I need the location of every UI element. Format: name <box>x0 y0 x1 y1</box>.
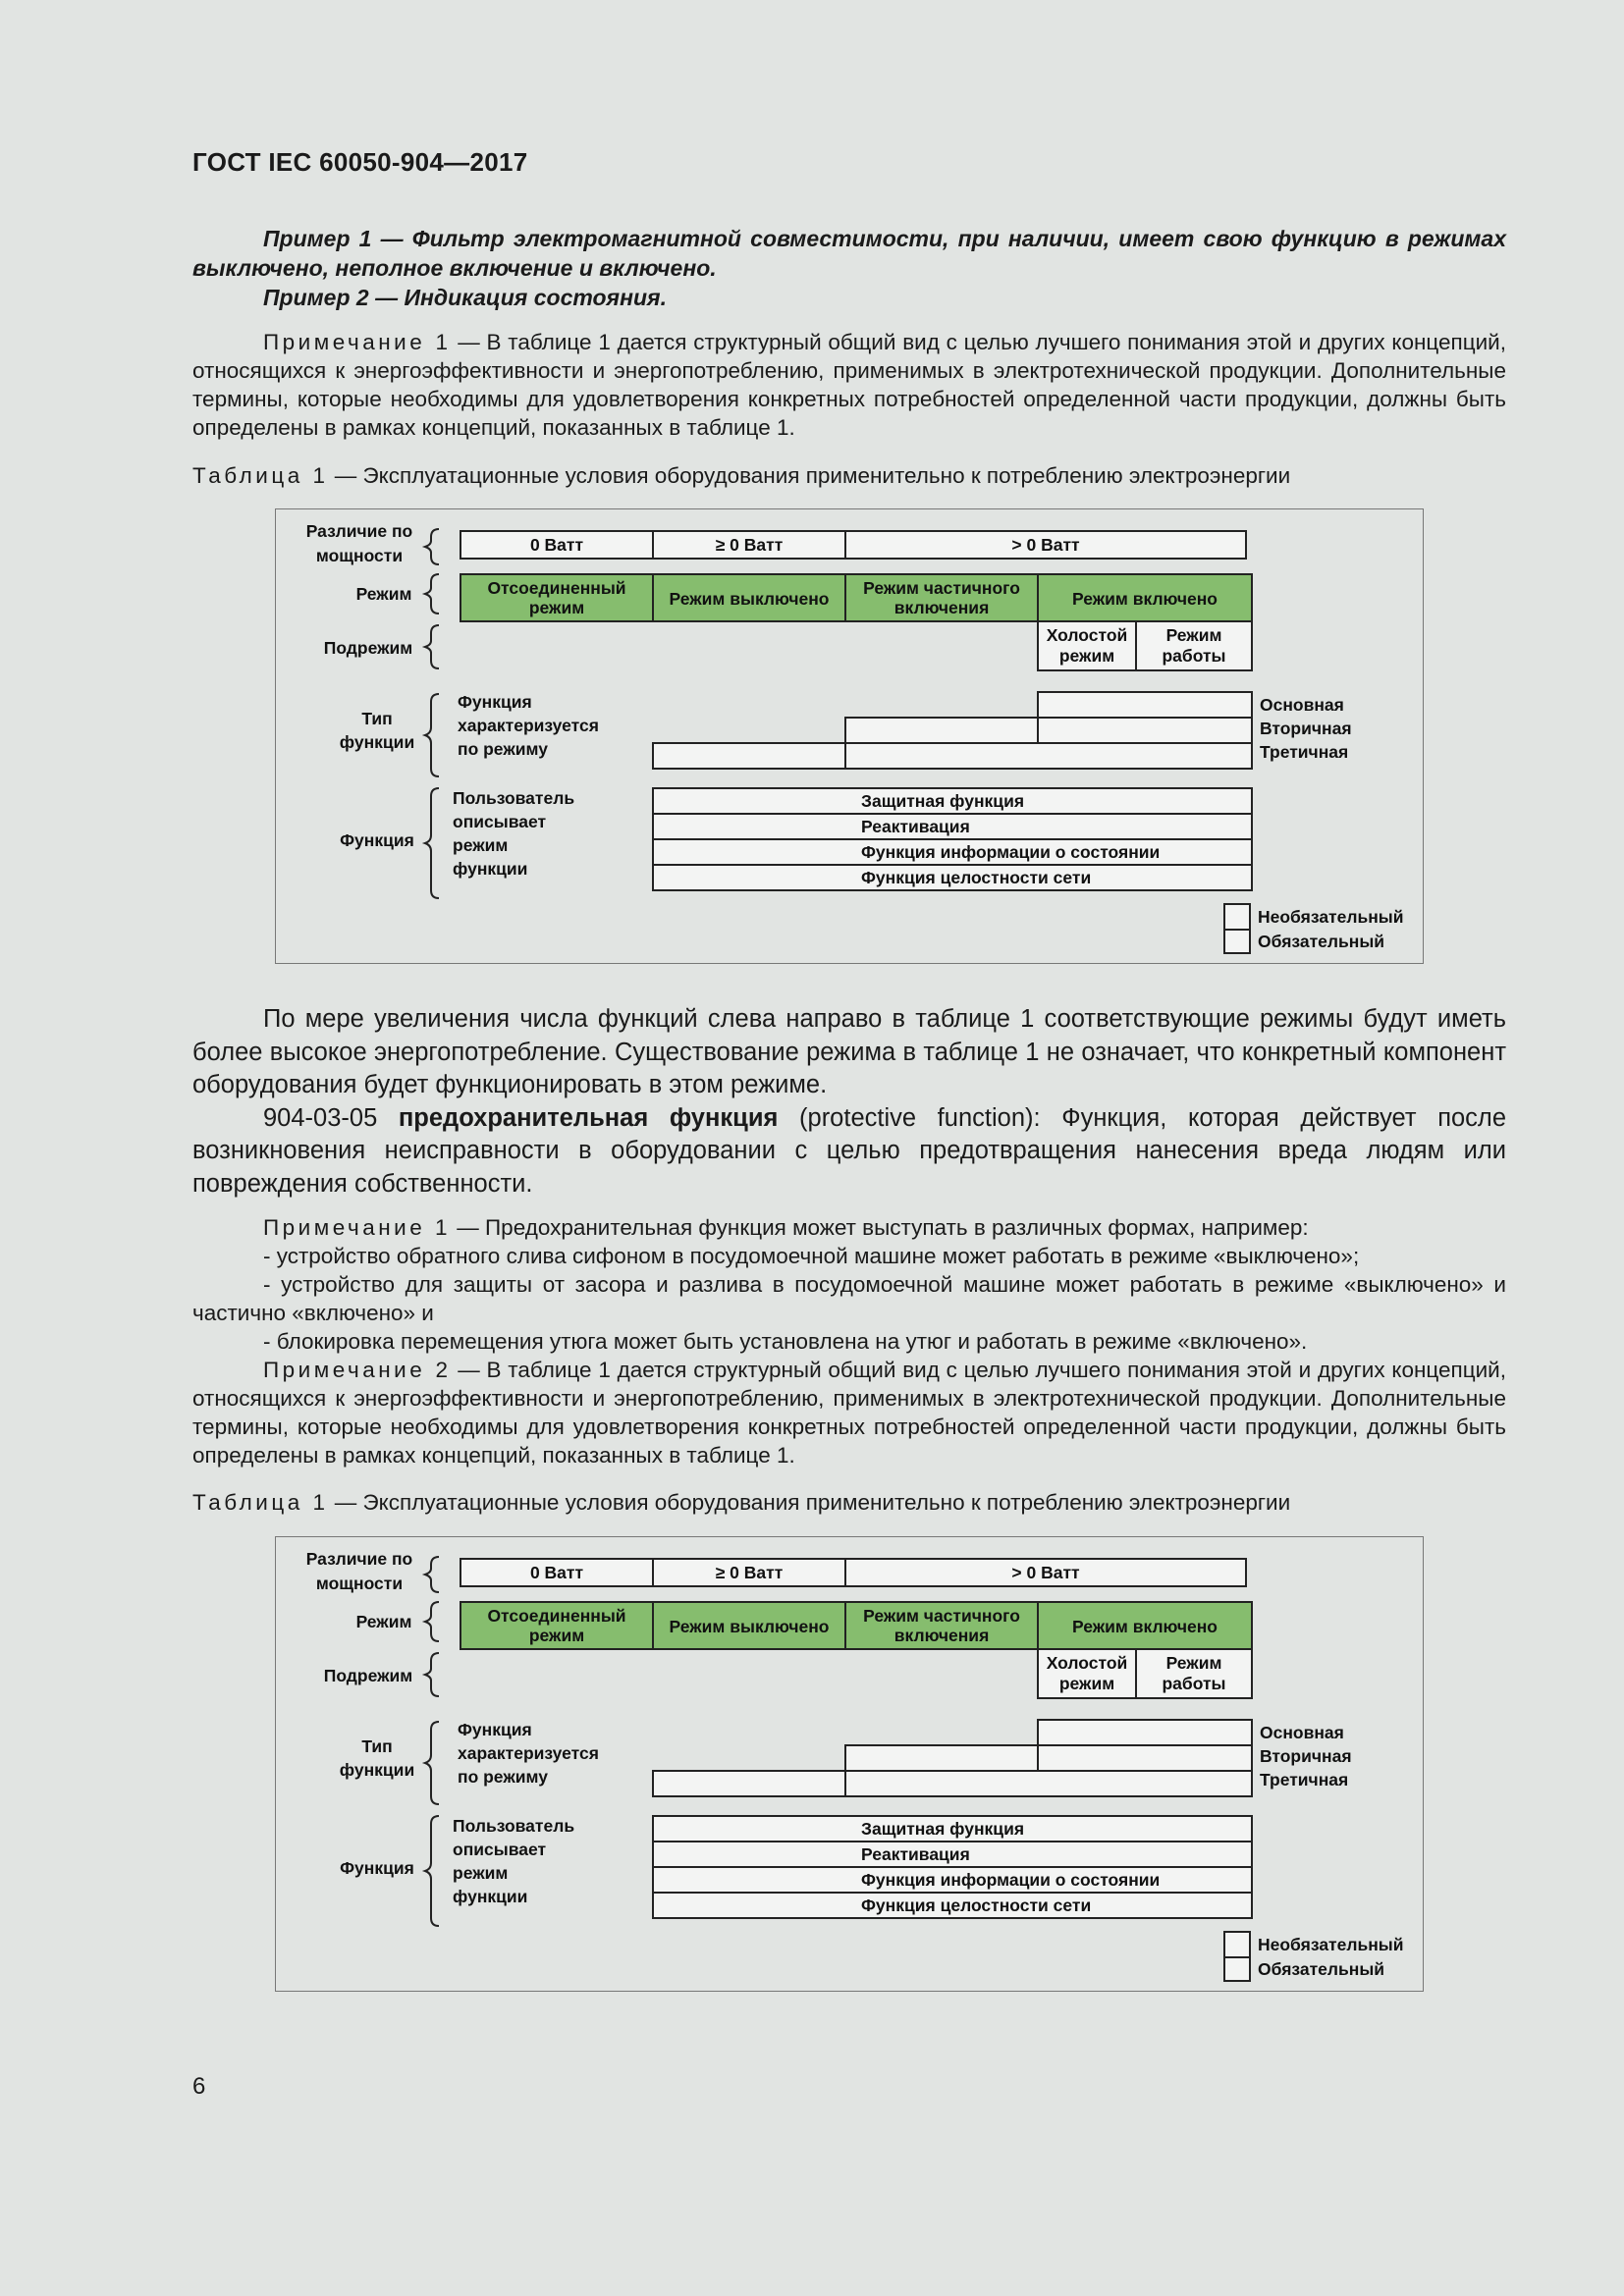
term-definition <box>192 1102 1506 1201</box>
legend-mandatory-box <box>1224 1957 1250 1981</box>
brace-icon <box>425 625 439 668</box>
brace-icon <box>425 529 439 564</box>
type-primary-label: Основная <box>1260 695 1344 715</box>
type-secondary-label: Вторичная <box>1260 719 1352 738</box>
mode-disc-l1: Отсоединенный <box>487 1606 626 1626</box>
func-desc-l1: Пользователь <box>453 1816 575 1836</box>
type-tertiary-label: Третичная <box>1260 742 1349 762</box>
func-desc-l3: режим <box>453 835 509 855</box>
note-3-text: — В таблице 1 дается структурный общий вид с целью лучшего понимания этой и других концепций, относящихся к энергоэффективности и энергопотреблению, применимых в электротехнической продукции. Дополнительные термины, которые необходимы для удовлетворения конкретных потребностей определенной части продукции, должны быть определены в рамках концепций, показанных в таблице 1. <box>192 1358 1507 1468</box>
type-tertiary-label: Третичная <box>1260 1770 1349 1789</box>
func-desc-l3: режим <box>453 1863 509 1883</box>
examples-block <box>192 224 1506 312</box>
label-power-1: Различие по <box>305 1549 413 1569</box>
function-reactivation: Реактивация <box>861 1844 970 1864</box>
brace-icon <box>425 788 439 898</box>
mode-partial-l1: Режим частичного <box>863 578 1020 598</box>
label-power-2: мощности <box>315 546 404 565</box>
brace-icon <box>425 694 439 776</box>
label-type-2: функции <box>339 1760 415 1780</box>
submode-idle-l2: режим <box>1058 1674 1115 1693</box>
example-2: Пример 2 — Индикация состояния. <box>263 285 667 310</box>
type-secondary-bar <box>845 718 1038 743</box>
mode-disc-l2: режим <box>528 1626 585 1645</box>
function-protective: Защитная функция <box>861 791 1025 811</box>
label-function: Функция <box>340 1858 414 1878</box>
legend-optional-box <box>1224 1932 1250 1957</box>
function-status: Функция информации о состоянии <box>861 842 1161 862</box>
legend-mandatory: Обязательный <box>1258 932 1385 951</box>
type-tertiary-bar <box>845 1771 1252 1796</box>
table-caption-2 <box>192 1490 1290 1516</box>
type-desc-l3: по режиму <box>458 739 548 759</box>
power-ge-zero-label: ≥ 0 Ватт <box>715 1563 784 1582</box>
energy-mode-diagram <box>275 1536 1424 1992</box>
note-2-text: — Предохранительная функция может выступать в различных формах, например: <box>451 1215 1309 1240</box>
type-tertiary-bar <box>653 743 845 769</box>
func-desc-l1: Пользователь <box>453 788 575 808</box>
submode-idle-l1: Холостой <box>1046 625 1128 645</box>
type-desc-l1: Функция <box>458 692 532 712</box>
label-submode: Подрежим <box>323 638 413 658</box>
document-header: ГОСТ IEC 60050-904—2017 <box>192 147 528 177</box>
label-power-1: Различие по <box>305 521 413 541</box>
type-secondary-bar <box>1038 718 1252 743</box>
mode-off-label: Режим выключено <box>669 1617 830 1636</box>
submode-idle-l2: режим <box>1058 646 1115 666</box>
table-caption-1 <box>192 463 1290 489</box>
legend-mandatory-box <box>1224 930 1250 953</box>
function-network: Функция целостности сети <box>861 1896 1092 1915</box>
label-type-1: Тип <box>361 1736 393 1756</box>
legend-mandatory: Обязательный <box>1258 1959 1385 1979</box>
function-reactivation: Реактивация <box>861 817 970 836</box>
note-2-block <box>192 1213 1506 1469</box>
mode-partial-l2: включения <box>893 1626 990 1645</box>
mode-off-label: Режим выключено <box>669 589 830 609</box>
func-desc-l2: описывает <box>453 812 547 831</box>
mode-on-label: Режим включено <box>1072 589 1218 609</box>
label-power-2: мощности <box>315 1574 404 1593</box>
mode-partial-l1: Режим частичного <box>863 1606 1020 1626</box>
brace-icon <box>425 574 439 614</box>
term-number: 904-03-05 <box>263 1103 399 1132</box>
type-primary-label: Основная <box>1260 1723 1344 1742</box>
power-gt-zero-label: > 0 Ватт <box>1011 535 1080 555</box>
mode-on-label: Режим включено <box>1072 1617 1218 1636</box>
power-gt-zero-label: > 0 Ватт <box>1011 1563 1080 1582</box>
type-desc-l2: характеризуется <box>458 716 599 735</box>
type-secondary-bar <box>1038 1745 1252 1771</box>
example-1: Пример 1 — Фильтр электромагнитной совместимости, при наличии, имеет свою функцию в режимах выключено, неполное включение и включено. <box>192 226 1506 281</box>
func-desc-l2: описывает <box>453 1840 547 1859</box>
submode-idle-l1: Холостой <box>1046 1653 1128 1673</box>
type-primary-bar <box>1038 1720 1252 1745</box>
type-secondary-bar <box>845 1745 1038 1771</box>
mode-partial-l2: включения <box>893 598 990 617</box>
func-desc-l4: функции <box>453 859 528 879</box>
label-type-1: Тип <box>361 709 393 728</box>
note-top-text: — В таблице 1 дается структурный общий вид с целью лучшего понимания этой и других концепций, относящихся к энергоэффективности и энергопотреблению, применимых в электротехнической продукции. Дополнительные термины, которые необходимы для удовлетворения конкретных потребностей определенной части продукции, должны быть определены в рамках концепций, показанных в таблице 1. <box>192 330 1507 440</box>
label-mode: Режим <box>355 584 412 604</box>
label-type-2: функции <box>339 732 415 752</box>
type-desc-l3: по режиму <box>458 1767 548 1787</box>
legend-optional-box <box>1224 904 1250 930</box>
submode-work-l2: работы <box>1162 646 1226 666</box>
type-desc-l1: Функция <box>458 1720 532 1739</box>
function-status: Функция информации о состоянии <box>861 1870 1161 1890</box>
label-function: Функция <box>340 830 414 850</box>
brace-icon <box>425 1557 439 1592</box>
table-caption-text: — Эксплуатационные условия оборудования применительно к потреблению электроэнергии <box>328 463 1291 488</box>
func-desc-l4: функции <box>453 1887 528 1906</box>
brace-icon <box>425 1722 439 1804</box>
body-text <box>192 1003 1506 1201</box>
label-submode: Подрежим <box>323 1666 413 1685</box>
note-2-item: - устройство обратного слива сифоном в посудомоечной машине может работать в режиме «выключено»; <box>263 1244 1360 1268</box>
table-caption-label: Таблица 1 <box>192 1490 329 1515</box>
brace-icon <box>425 1816 439 1926</box>
body-paragraph-1: По мере увеличения числа функций слева направо в таблице 1 соответствующие режимы будут иметь более высокое энергопотребление. Существование режима в таблице 1 не означает, что конкретный компонент оборудования будет функционировать в этом режиме. <box>192 1005 1506 1098</box>
energy-mode-diagram <box>275 508 1424 964</box>
term-name: предохранительная функция <box>398 1103 779 1132</box>
power-zero-label: 0 Ватт <box>529 1563 584 1582</box>
type-secondary-label: Вторичная <box>1260 1746 1352 1766</box>
power-ge-zero-label: ≥ 0 Ватт <box>715 535 784 555</box>
type-tertiary-bar <box>653 1771 845 1796</box>
brace-icon <box>425 1653 439 1696</box>
submode-work-l1: Режим <box>1165 625 1222 645</box>
note-3-label: Примечание 2 <box>263 1358 452 1382</box>
mode-disc-l1: Отсоединенный <box>487 578 626 598</box>
type-tertiary-bar <box>845 743 1252 769</box>
mode-disc-l2: режим <box>528 598 585 617</box>
table-caption-label: Таблица 1 <box>192 463 329 488</box>
note-2-item: - устройство для защиты от засора и разлива в посудомоечной машине может работать в режиме «выключено» и частично «включено» и <box>192 1272 1506 1325</box>
note-2-item: - блокировка перемещения утюга может быть установлена на утюг и работать в режиме «включено». <box>263 1329 1308 1354</box>
function-network: Функция целостности сети <box>861 868 1092 887</box>
power-zero-label: 0 Ватт <box>529 535 584 555</box>
legend-optional: Необязательный <box>1258 1935 1404 1954</box>
note-top <box>192 328 1506 442</box>
legend-optional: Необязательный <box>1258 907 1404 927</box>
label-mode: Режим <box>355 1612 412 1631</box>
function-protective: Защитная функция <box>861 1819 1025 1839</box>
type-desc-l2: характеризуется <box>458 1743 599 1763</box>
page-number: 6 <box>192 2073 206 2100</box>
submode-work-l2: работы <box>1162 1674 1226 1693</box>
submode-work-l1: Режим <box>1165 1653 1222 1673</box>
table-caption-text: — Эксплуатационные условия оборудования применительно к потреблению электроэнергии <box>328 1490 1291 1515</box>
type-primary-bar <box>1038 692 1252 718</box>
note-2-label: Примечание 1 <box>263 1215 451 1240</box>
note-top-label: Примечание 1 <box>263 330 452 354</box>
term-definition-text: (protective function): Функция, которая действует после возникновения неисправности в оборудовании с целью предотвращения нанесения вреда людям или повреждения собственности. <box>192 1103 1506 1198</box>
brace-icon <box>425 1602 439 1641</box>
